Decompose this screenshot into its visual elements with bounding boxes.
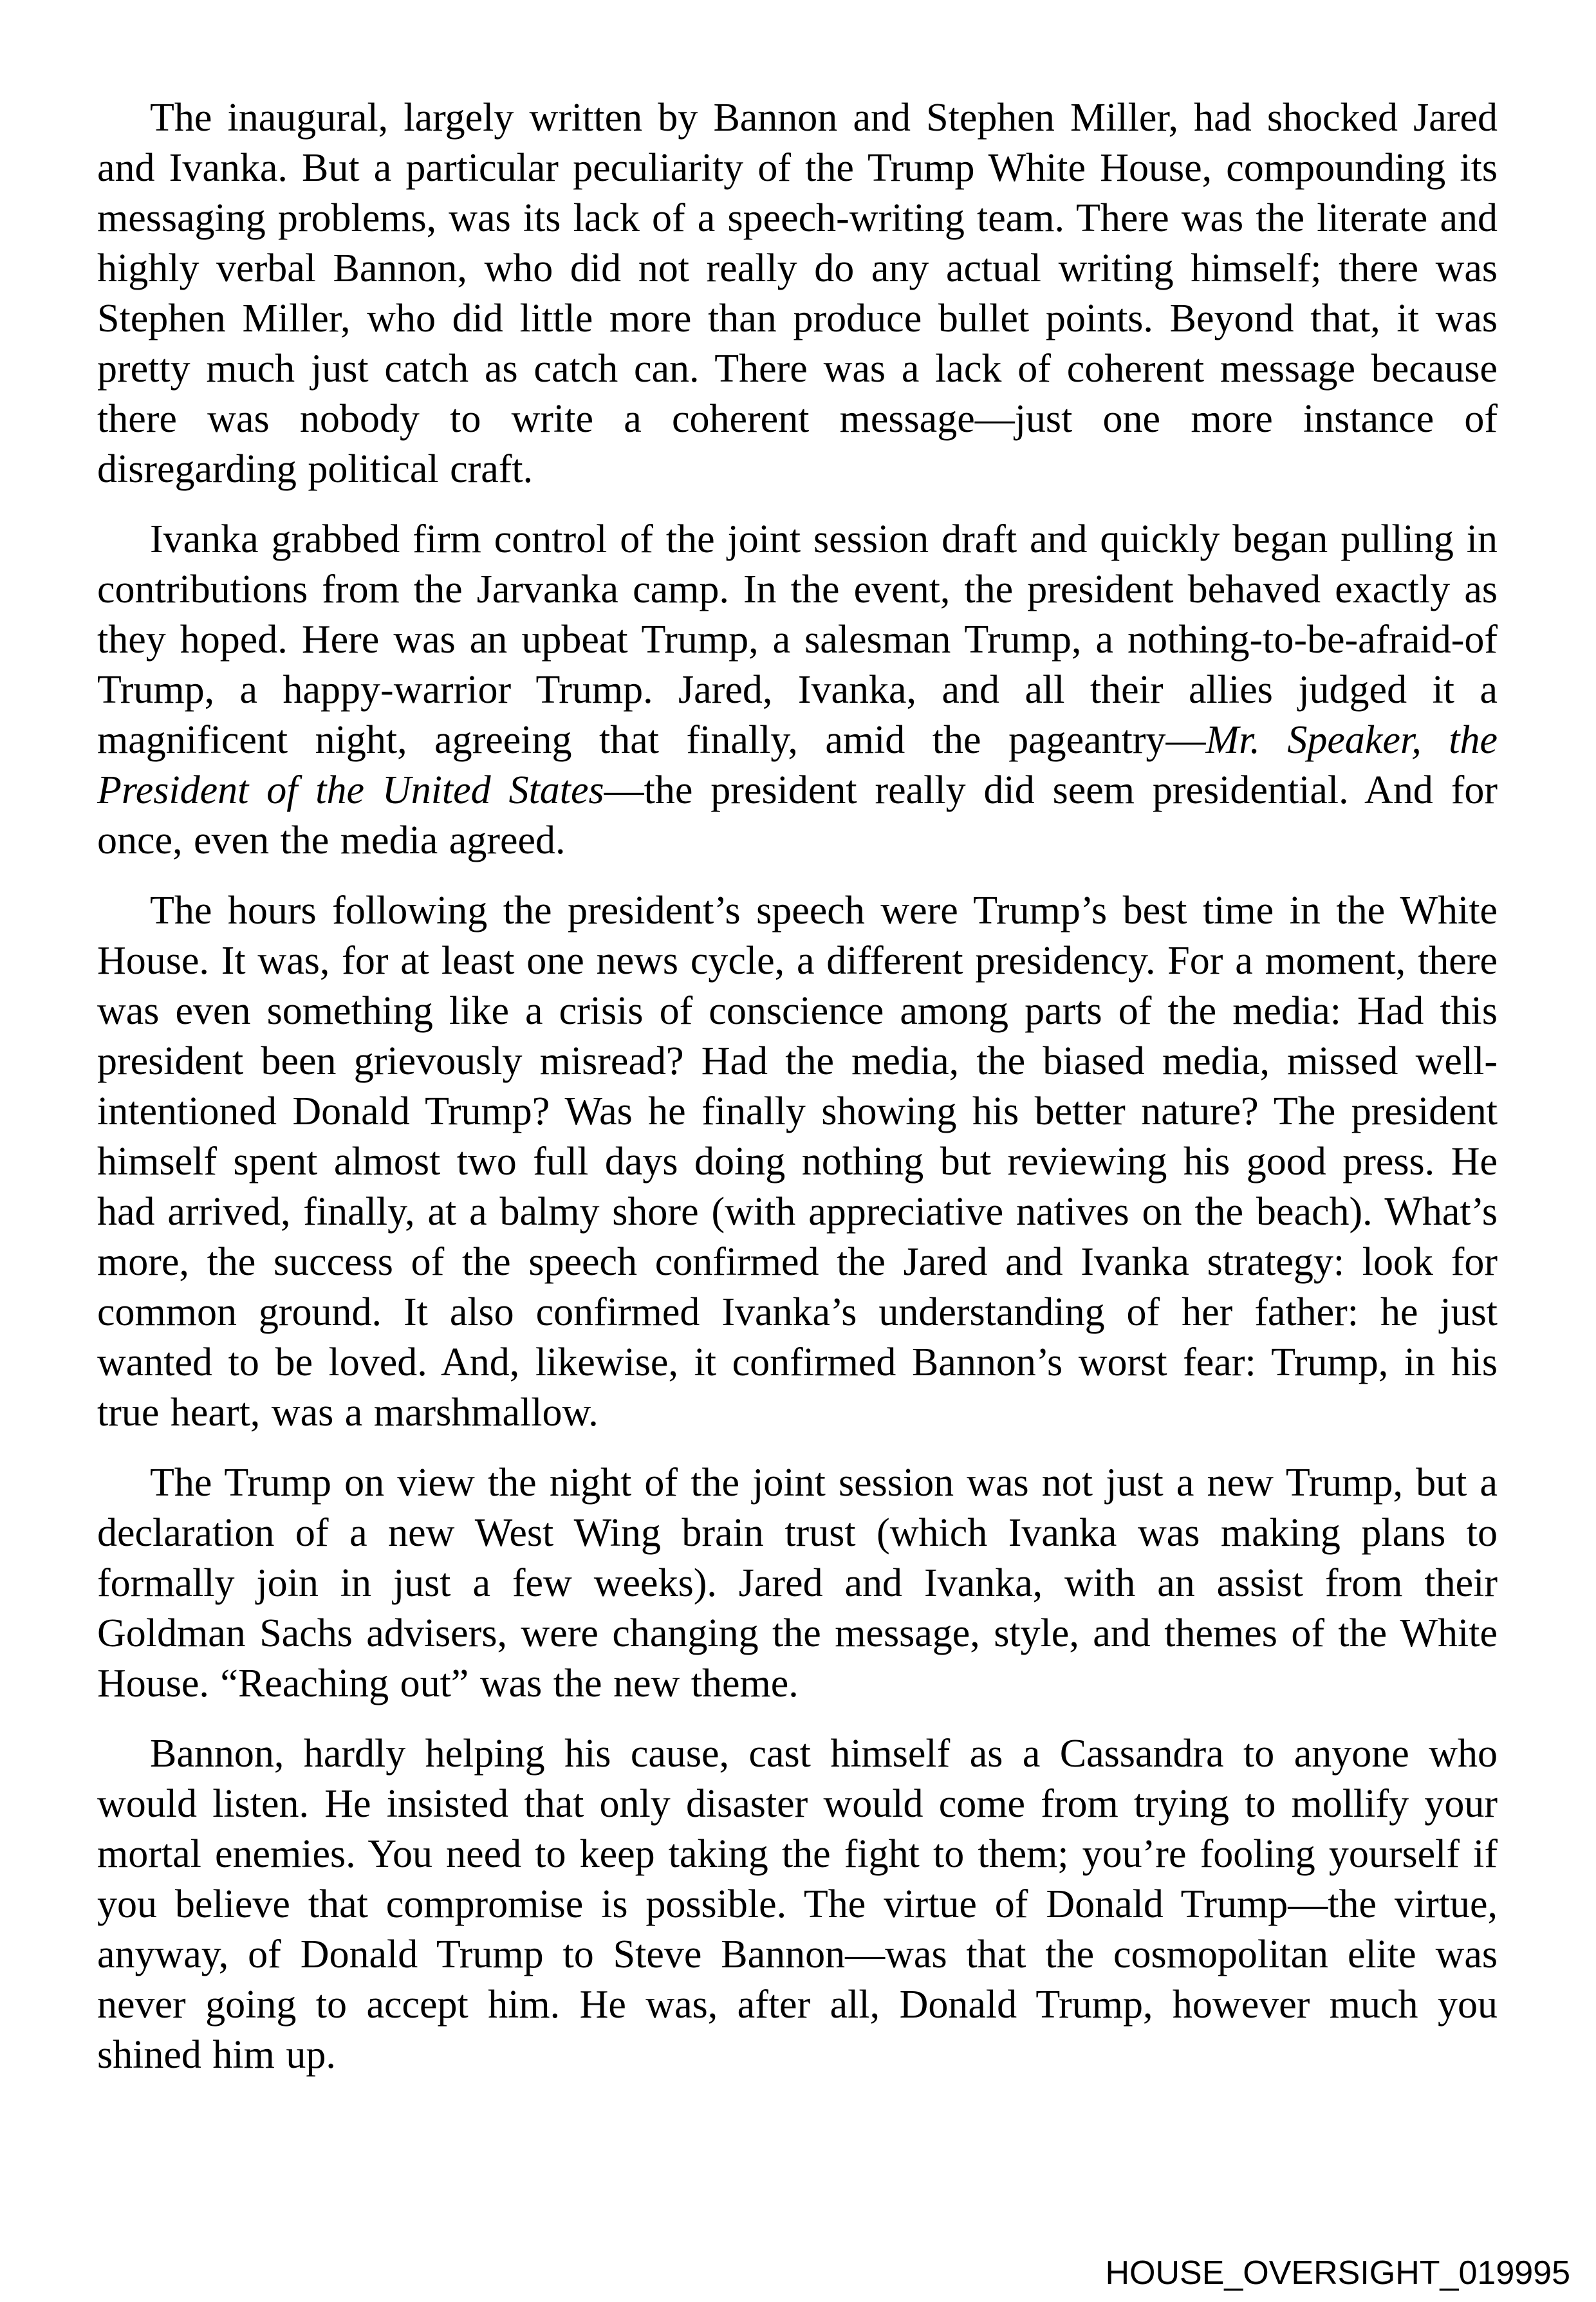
text-segment: Mr. Speaker, the President of the United States — [97, 718, 1498, 812]
text-segment: Bannon, hardly helping his cause, cast himself as a Cassandra to anyone who would listen. He insisted that only disaster would come from trying to mollify your mortal enemies. You need to keep taking the fight to them; you’re fooling yourself if you believe that compromise is possible. The virtue of Donald Trump—the virtue, anyway, of Donald Trump to Steve Bannon—was that the cosmopolitan elite was never going to accept him. He was, after all, Donald Trump, however much you shined him up. — [97, 1732, 1498, 2077]
paragraph-1 — [97, 93, 1498, 494]
text-segment: The hours following the president’s speech were Trump’s best time in the White House. It was, for at least one news cycle, a different presidency. For a moment, there was even something like a crisis of conscience among parts of the media: Had this president been grievously misread? Had the media, the biased media, missed well-intentioned Donald Trump? Was he finally showing his better nature? The president himself spent almost two full days doing nothing but reviewing his good press. He had arrived, finally, at a balmy shore (with appreciative natives on the beach). What’s more, the success of the speech confirmed the Jared and Ivanka strategy: look for common ground. It also confirmed Ivanka’s understanding of her father: he just wanted to be loved. And, likewise, it confirmed Bannon’s worst fear: Trump, in his true heart, was a marshmallow. — [97, 889, 1498, 1434]
body-text-column — [97, 93, 1498, 2100]
bates-stamp: HOUSE_OVERSIGHT_019995 — [1105, 2254, 1570, 2292]
paragraph-4 — [97, 1458, 1498, 1709]
paragraph-2 — [97, 514, 1498, 866]
text-segment: —the president really did seem presidential. And for once, even the media agreed. — [97, 768, 1498, 862]
paragraph-3 — [97, 886, 1498, 1438]
text-segment: The Trump on view the night of the joint session was not just a new Trump, but a declaration of a new West Wing brain trust (which Ivanka was making plans to formally join in just a few weeks). Jared and Ivanka, with an assist from their Goldman Sachs advisers, were changing the message, style, and themes of the White House. “Reaching out” was the new theme. — [97, 1461, 1498, 1705]
paragraph-5 — [97, 1729, 1498, 2080]
text-segment: The inaugural, largely written by Bannon and Stephen Miller, had shocked Jared and Ivanka. But a particular peculiarity of the Trump White House, compounding its messaging problems, was its lack of a speech-writing team. There was the literate and highly verbal Bannon, who did not really do any actual writing himself; there was Stephen Miller, who did little more than produce bullet points. Beyond that, it was pretty much just catch as catch can. There was a lack of coherent message because there was nobody to write a coherent message—just one more instance of disregarding political craft. — [97, 96, 1498, 491]
text-segment: Ivanka grabbed firm control of the joint session draft and quickly began pulling in contributions from the Jarvanka camp. In the event, the president behaved exactly as they hoped. Here was an upbeat Trump, a salesman Trump, a nothing-to-be-afraid-of Trump, a happy-warrior Trump. Jared, Ivanka, and all their allies judged it a magnificent night, agreeing that finally, amid the pageantry— — [97, 517, 1498, 762]
